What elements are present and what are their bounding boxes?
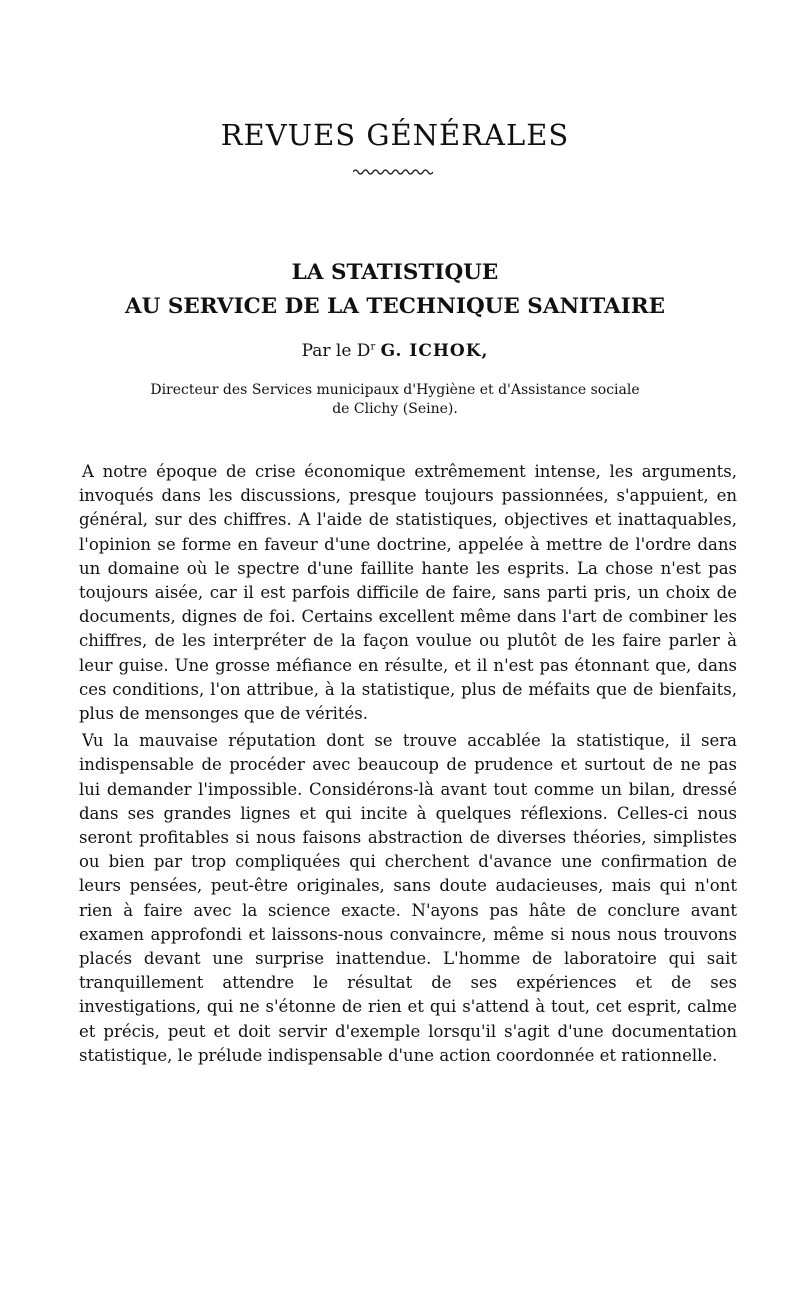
affiliation-line-1: Directeur des Services municipaux d'Hygiène et d'Assistance sociale [150,382,640,398]
author-affiliation [0,381,790,419]
byline [0,341,790,361]
article-body [79,460,737,1071]
affiliation-line-2: de Clichy (Seine). [332,401,458,417]
article-title [0,256,790,324]
byline-superscript: r [370,341,376,353]
article-title-line-1: LA STATISTIQUE [291,260,499,285]
article-title-line-2: AU SERVICE DE LA TECHNIQUE SANITAIRE [124,294,666,319]
paragraph: A notre époque de crise économique extrêmement intense, les arguments, invoqués dans les discussions, presque toujours passionnées, s'appuient, en général, sur des chiffres. A l'aide de statistiques, objectives et inattaquables, l'opinion se forme en faveur d'une doctrine, appelée à mettre de l'ordre dans un domaine où le spectre d'une faillite hante les esprits. La chose n'est pas toujours aisée, car il est parfois difficile de faire, sans parti pris, un choix de documents, dignes de foi. Certains excellent même dans l'art de combiner les chiffres, de les interpréter de la façon voulue ou plutôt de les faire parler à leur guise. Une grosse méfiance en résulte, et il n'est pas étonnant que, dans ces conditions, l'on attribue, à la statistique, plus de méfaits que de bienfaits, plus de mensonges que de vérités. [79,462,737,724]
wavy-ornament-divider [353,166,433,176]
author-name: G. ICHOK, [380,341,489,361]
section-title: REVUES GÉNÉRALES [220,118,570,152]
byline-prefix: Par le D [301,341,371,361]
paragraph: Vu la mauvaise réputation dont se trouve accablée la statistique, il sera indispensable de procéder avec beaucoup de prudence et surtout de ne pas lui demander l'impossible. Considérons-là avant tout comme un bilan, dressé dans ses grandes lignes et qui incite à quelques réflexions. Celles-ci nous seront profitables si nous faisons abstraction de diverses théories, simplistes ou bien par trop compliquées qui cherchent d'avance une confirmation de leurs pensées, peut-être originales, sans doute audacieuses, mais qui n'ont rien à faire avec la science exacte. N'ayons pas hâte de conclure avant examen approfondi et laissons-nous convaincre, même si nous nous trouvons placés devant une surprise inattendue. L'homme de laboratoire qui sait tranquillement attendre le résultat de ses expériences et de ses investigations, qui ne s'étonne de rien et qui s'attend à tout, cet esprit, calme et précis, peut et doit servir d'exemple lorsqu'il s'agit d'une documentation statistique, le prélude indispensable d'une action coordonnée et rationnelle. [79,731,737,1065]
